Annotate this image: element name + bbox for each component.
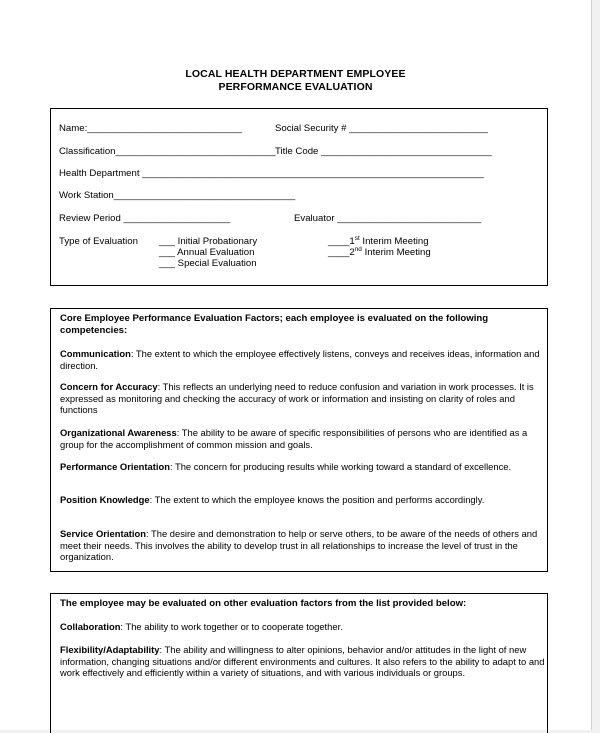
- second-interim-meeting-option[interactable]: ____2nd Interim Meeting: [328, 246, 431, 258]
- factor-position-knowledge: Position Knowledge: The extent to which the employee knows the position and performs accordingly.: [60, 494, 485, 505]
- classification-field[interactable]: Classification______________________________: [59, 146, 276, 157]
- factor-performance-orientation: Performance Orientation: The concern for producing results while working toward a standard of excellence.: [60, 461, 512, 472]
- annual-evaluation-option[interactable]: ___ Annual Evaluation: [159, 247, 255, 258]
- type-of-evaluation-label: Type of Evaluation: [59, 236, 138, 247]
- factor-organizational-awareness: Organizational Awareness: The ability to be aware of specific responsibilities of persons who are identified as a group for the accomplishment of common mission and goals.: [60, 427, 528, 450]
- factor-concern-for-accuracy: Concern for Accuracy: This reflects an underlying need to reduce confusion and variation in work processes. It is expressed as monitoring and checking the accuracy of work or information and insisting on clarity of roles and functions: [60, 381, 534, 416]
- initial-probationary-option[interactable]: ___ Initial Probationary: [159, 236, 258, 247]
- factor-communication: Communication: The extent to which the employee effectively listens, conveys and receives ideas, information and direction.: [60, 348, 540, 371]
- document-title-line-1: LOCAL HEALTH DEPARTMENT EMPLOYEE: [185, 68, 406, 80]
- factor-flexibility-adaptability: Flexibility/Adaptability: The ability and willingness to alter opinions, behavior and/or attitudes in the light of new information, changing situations and/or different environments and cultures. It also refers to the ability to adapt to and work effectively and efficiently within a variety of situations, and with various individuals or groups.: [60, 644, 545, 679]
- first-interim-meeting-option[interactable]: ____1st Interim Meeting: [328, 235, 429, 247]
- other-factors-heading: The employee may be evaluated on other evaluation factors from the list provided below:: [60, 598, 467, 609]
- review-period-field[interactable]: Review Period ____________________: [59, 213, 231, 224]
- evaluator-field[interactable]: Evaluator ___________________________: [294, 213, 482, 224]
- factor-service-orientation: Service Orientation: The desire and demonstration to help or serve others, to be aware of the needs of others and meet their needs. This involves the ability to develop trust in all relationships to increase the level of trust in the organization.: [60, 528, 538, 563]
- document-title-line-2: PERFORMANCE EVALUATION: [218, 81, 373, 93]
- social-security-field[interactable]: Social Security # __________________________: [275, 123, 488, 134]
- title-code-field[interactable]: Title Code ________________________________: [275, 146, 492, 157]
- core-factors-heading: Core Employee Performance Evaluation Factors; each employee is evaluated on the following competencies:: [60, 313, 489, 337]
- special-evaluation-option[interactable]: ___ Special Evaluation: [159, 258, 257, 269]
- factor-collaboration: Collaboration: The ability to work together or to cooperate together.: [60, 621, 343, 632]
- name-field[interactable]: Name:_____________________________: [59, 123, 242, 134]
- work-station-field[interactable]: Work Station__________________________________: [59, 190, 296, 201]
- health-department-field[interactable]: Health Department ________________________________________________________________: [59, 168, 484, 179]
